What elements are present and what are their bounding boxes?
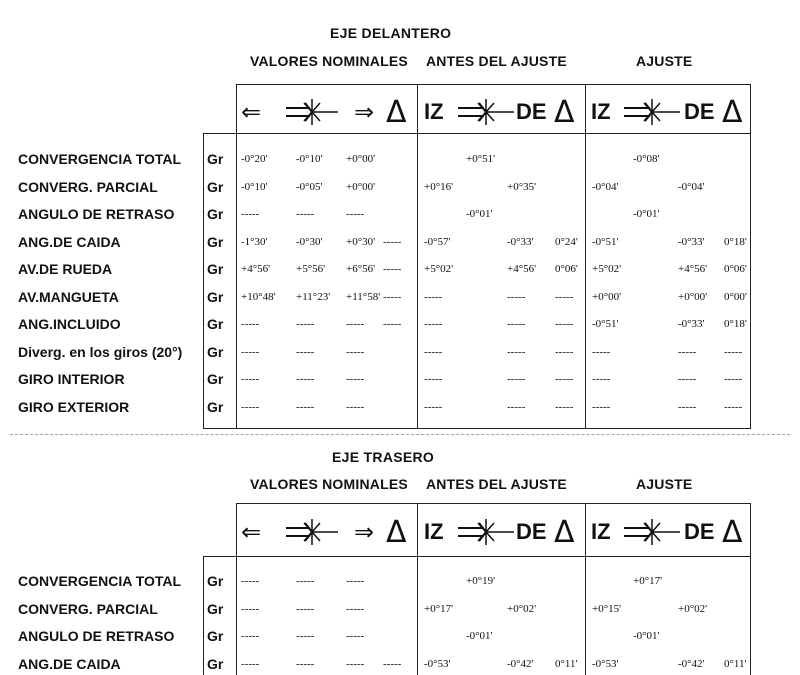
before-value: ----- bbox=[507, 318, 526, 330]
before-value: 0°11' bbox=[555, 657, 578, 670]
delta-icon: Δ bbox=[554, 514, 575, 550]
front-grid-v-left bbox=[203, 133, 204, 429]
adjust-value: -0°51' bbox=[592, 235, 619, 248]
before-value: ----- bbox=[555, 345, 574, 358]
alignment-converge-icon bbox=[284, 508, 340, 556]
unit-label: Gr bbox=[207, 343, 224, 360]
nominal-value: ----- bbox=[346, 630, 365, 642]
front-grid-v-right bbox=[750, 84, 751, 429]
unit-label: Gr bbox=[207, 600, 224, 617]
nominal-value: -0°10' bbox=[241, 180, 268, 193]
nominal-value: ----- bbox=[241, 345, 260, 358]
adjust-value: ----- bbox=[592, 345, 611, 358]
nominal-value: -0°20' bbox=[241, 153, 268, 165]
adjust-value: +0°00' bbox=[592, 290, 622, 303]
adjust-value: -0°01' bbox=[633, 208, 660, 220]
before-value: ----- bbox=[507, 290, 526, 303]
nominal-value: +0°00' bbox=[346, 180, 376, 193]
front-header-nominal: VALORES NOMINALES bbox=[250, 53, 408, 69]
nominal-value: ----- bbox=[241, 630, 260, 642]
nominal-value: ----- bbox=[241, 318, 260, 330]
before-value: ----- bbox=[424, 290, 443, 303]
adjust-value: +0°15' bbox=[592, 602, 622, 615]
adjust-value: 0°11' bbox=[724, 657, 747, 670]
adjust-value: +0°00' bbox=[678, 290, 708, 303]
adjust-value: -0°04' bbox=[678, 180, 705, 193]
adjust-value: -0°01' bbox=[633, 630, 660, 642]
iz-label: IZ bbox=[591, 99, 611, 124]
adjust-value: ----- bbox=[592, 400, 611, 413]
row-label: GIRO EXTERIOR bbox=[18, 398, 130, 415]
nominal-value: ----- bbox=[346, 575, 365, 587]
before-value: ----- bbox=[507, 373, 526, 385]
adjust-value: +5°02' bbox=[592, 263, 622, 275]
nominal-dash: ----- bbox=[383, 263, 402, 275]
adjust-value: -0°33' bbox=[678, 318, 705, 330]
adjust-value: ----- bbox=[678, 400, 697, 413]
adjust-value: ----- bbox=[724, 345, 743, 358]
nominal-value: +0°30' bbox=[346, 235, 376, 248]
rear-header-nominal: VALORES NOMINALES bbox=[250, 476, 408, 492]
rear-symbol-row bbox=[236, 508, 750, 556]
nominal-value: +10°48' bbox=[241, 290, 276, 303]
nominal-value: ----- bbox=[296, 602, 315, 615]
nominal-value: ----- bbox=[296, 630, 315, 642]
nominal-dash: ----- bbox=[383, 318, 402, 330]
before-value: +4°56' bbox=[507, 263, 537, 275]
before-value: +0°17' bbox=[424, 602, 454, 615]
row-label: CONVERGENCIA TOTAL bbox=[18, 151, 182, 167]
nominal-dash: ----- bbox=[383, 290, 402, 303]
de-label: DE bbox=[516, 99, 547, 124]
row-label: CONVERG. PARCIAL bbox=[18, 600, 158, 617]
unit-label: Gr bbox=[207, 573, 224, 589]
row-label: ANG.INCLUIDO bbox=[18, 316, 121, 332]
nominal-value: ----- bbox=[346, 602, 365, 615]
before-value: ----- bbox=[555, 318, 574, 330]
nominal-value: +11°58' bbox=[346, 290, 381, 303]
adjust-value: 0°18' bbox=[724, 235, 747, 248]
rear-axle-title: EJE TRASERO bbox=[332, 449, 435, 465]
alignment-converge-icon bbox=[284, 88, 340, 136]
iz-label: IZ bbox=[424, 99, 444, 124]
before-value: +0°51' bbox=[466, 153, 496, 165]
nominal-value: -0°05' bbox=[296, 180, 323, 193]
before-value: +0°19' bbox=[466, 575, 496, 587]
row-label: ANGULO DE RETRASO bbox=[18, 206, 175, 222]
alignment-converge-icon bbox=[622, 88, 682, 136]
de-label: DE bbox=[516, 519, 547, 544]
adjust-value: ----- bbox=[592, 373, 611, 385]
rear-grid-top bbox=[236, 503, 750, 504]
nominal-value: ----- bbox=[241, 373, 260, 385]
adjust-value: ----- bbox=[724, 373, 743, 385]
iz-label: IZ bbox=[591, 519, 611, 544]
before-value: -0°01' bbox=[466, 208, 493, 220]
nominal-value: ----- bbox=[241, 657, 260, 670]
nominal-value: ----- bbox=[346, 400, 365, 413]
right-arrow-icon: ⇒ bbox=[354, 518, 375, 546]
iz-label: IZ bbox=[424, 519, 444, 544]
nominal-value: +4°56' bbox=[241, 263, 271, 275]
adjust-value: 0°18' bbox=[724, 318, 747, 330]
de-label: DE bbox=[684, 519, 715, 544]
before-value: ----- bbox=[555, 290, 574, 303]
delta-icon: Δ bbox=[722, 94, 743, 130]
before-value: ----- bbox=[424, 345, 443, 358]
nominal-value: ----- bbox=[241, 575, 260, 587]
row-label: ANG.DE CAIDA bbox=[18, 655, 121, 672]
before-value: ----- bbox=[507, 345, 526, 358]
rear-grid-v-right bbox=[750, 503, 751, 675]
nominal-value: +6°56' bbox=[346, 263, 376, 275]
nominal-value: ----- bbox=[346, 208, 365, 220]
unit-label: Gr bbox=[207, 261, 224, 277]
alignment-converge-icon bbox=[456, 88, 516, 136]
before-value: 0°06' bbox=[555, 263, 578, 275]
unit-label: Gr bbox=[207, 398, 224, 415]
row-label: GIRO INTERIOR bbox=[18, 371, 125, 387]
nominal-value: -1°30' bbox=[241, 235, 268, 248]
adjust-value: -0°08' bbox=[633, 153, 660, 165]
adjust-value: +0°17' bbox=[633, 575, 663, 587]
adjust-value: -0°42' bbox=[678, 657, 705, 670]
nominal-value: ----- bbox=[346, 345, 365, 358]
unit-label: Gr bbox=[207, 655, 224, 672]
front-header-before: ANTES DEL AJUSTE bbox=[426, 53, 567, 69]
nominal-value: ----- bbox=[296, 575, 315, 587]
nominal-value: -0°30' bbox=[296, 235, 323, 248]
before-value: 0°24' bbox=[555, 235, 578, 248]
unit-label: Gr bbox=[207, 316, 224, 332]
nominal-value: ----- bbox=[346, 657, 365, 670]
nominal-dash: ----- bbox=[383, 235, 402, 248]
before-value: +0°02' bbox=[507, 602, 537, 615]
right-arrow-icon: ⇒ bbox=[354, 98, 375, 126]
before-value: ----- bbox=[424, 318, 443, 330]
delta-icon: Δ bbox=[386, 94, 407, 130]
de-label: DE bbox=[684, 99, 715, 124]
row-label: AV.DE RUEDA bbox=[18, 261, 113, 277]
delta-icon: Δ bbox=[386, 514, 407, 550]
nominal-dash: ----- bbox=[383, 657, 402, 670]
before-value: ----- bbox=[424, 400, 443, 413]
rear-header-before: ANTES DEL AJUSTE bbox=[426, 476, 567, 492]
alignment-converge-icon bbox=[622, 508, 682, 556]
row-label: Diverg. en los giros (20°) bbox=[18, 343, 183, 360]
before-value: ----- bbox=[555, 373, 574, 385]
front-symbol-row bbox=[236, 88, 750, 136]
before-value: -0°01' bbox=[466, 630, 493, 642]
alignment-converge-icon bbox=[456, 508, 516, 556]
row-label: CONVERGENCIA TOTAL bbox=[18, 573, 182, 589]
front-header-adjust: AJUSTE bbox=[636, 53, 693, 69]
before-value: ----- bbox=[424, 373, 443, 385]
adjust-value: -0°53' bbox=[592, 657, 619, 670]
adjust-value: ----- bbox=[678, 373, 697, 385]
nominal-value: ----- bbox=[241, 602, 260, 615]
adjust-value: ----- bbox=[678, 345, 697, 358]
rear-grid-header-bottom bbox=[203, 556, 750, 557]
before-value: -0°33' bbox=[507, 235, 534, 248]
nominal-value: ----- bbox=[346, 373, 365, 385]
left-arrow-icon: ⇐ bbox=[241, 98, 262, 126]
nominal-value: ----- bbox=[296, 345, 315, 358]
nominal-value: ----- bbox=[296, 400, 315, 413]
delta-icon: Δ bbox=[722, 514, 743, 550]
before-value: -0°53' bbox=[424, 657, 451, 670]
nominal-value: ----- bbox=[241, 400, 260, 413]
unit-label: Gr bbox=[207, 371, 224, 387]
nominal-value: ----- bbox=[241, 208, 260, 220]
delta-icon: Δ bbox=[554, 94, 575, 130]
section-separator bbox=[10, 434, 790, 435]
unit-label: Gr bbox=[207, 628, 224, 644]
unit-label: Gr bbox=[207, 206, 224, 222]
adjust-value: -0°33' bbox=[678, 235, 705, 248]
before-value: -0°42' bbox=[507, 657, 534, 670]
unit-label: Gr bbox=[207, 151, 224, 167]
nominal-value: +11°23' bbox=[296, 290, 331, 303]
left-arrow-icon: ⇐ bbox=[241, 518, 262, 546]
front-grid-bottom bbox=[203, 428, 750, 429]
nominal-value: ----- bbox=[296, 318, 315, 330]
adjust-value: +0°02' bbox=[678, 602, 708, 615]
row-label: CONVERG. PARCIAL bbox=[18, 178, 158, 195]
before-value: +0°16' bbox=[424, 180, 454, 193]
adjust-value: +4°56' bbox=[678, 263, 708, 275]
row-label: ANGULO DE RETRASO bbox=[18, 628, 175, 644]
nominal-value: ----- bbox=[346, 318, 365, 330]
rear-grid-v-left bbox=[203, 556, 204, 675]
adjust-value: -0°51' bbox=[592, 318, 619, 330]
adjust-value: ----- bbox=[724, 400, 743, 413]
before-value: -0°57' bbox=[424, 235, 451, 248]
unit-label: Gr bbox=[207, 178, 224, 195]
before-value: +0°35' bbox=[507, 180, 537, 193]
nominal-value: +5°56' bbox=[296, 263, 326, 275]
unit-label: Gr bbox=[207, 288, 224, 305]
before-value: ----- bbox=[555, 400, 574, 413]
nominal-value: ----- bbox=[296, 657, 315, 670]
nominal-value: ----- bbox=[296, 373, 315, 385]
before-value: ----- bbox=[507, 400, 526, 413]
row-label: AV.MANGUETA bbox=[18, 288, 119, 305]
adjust-value: -0°04' bbox=[592, 180, 619, 193]
adjust-value: 0°00' bbox=[724, 290, 747, 303]
front-axle-title: EJE DELANTERO bbox=[330, 25, 452, 41]
unit-label: Gr bbox=[207, 233, 224, 250]
nominal-value: ----- bbox=[296, 208, 315, 220]
rear-header-adjust: AJUSTE bbox=[636, 476, 693, 492]
nominal-value: +0°00' bbox=[346, 153, 376, 165]
front-grid-top bbox=[236, 84, 750, 85]
adjust-value: 0°06' bbox=[724, 263, 747, 275]
row-label: ANG.DE CAIDA bbox=[18, 233, 121, 250]
before-value: +5°02' bbox=[424, 263, 454, 275]
nominal-value: -0°10' bbox=[296, 153, 323, 165]
